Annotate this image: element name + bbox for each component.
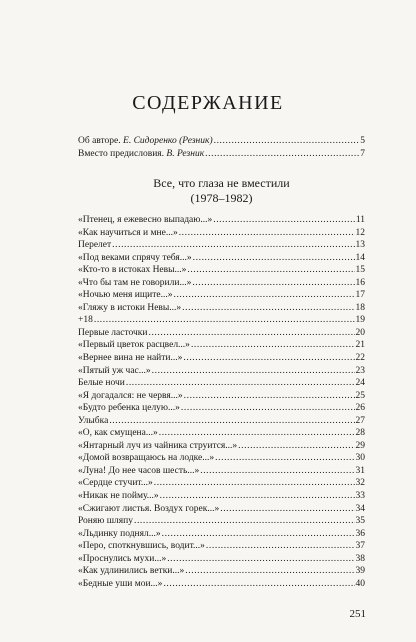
entry-page: 13 — [355, 240, 365, 251]
dot-leader — [173, 289, 354, 302]
toc-entry — [78, 277, 365, 290]
entry-author: В. Резник — [166, 148, 205, 159]
toc-entry — [78, 352, 365, 365]
entry-page: 25 — [355, 390, 365, 401]
dot-leader — [184, 390, 355, 403]
entry-page: 11 — [355, 215, 365, 225]
toc-entry — [78, 440, 365, 453]
entry-page: 39 — [355, 566, 365, 577]
entry-page: 31 — [355, 465, 365, 476]
dot-leader — [185, 565, 354, 578]
toc-entry — [78, 377, 365, 390]
entry-title: «Сердце стучит...» — [78, 478, 153, 489]
entry-title: +18 — [78, 315, 93, 326]
entry-page: 19 — [355, 315, 365, 326]
entry-title: «Пятый уж час...» — [78, 365, 151, 376]
intro-entries — [78, 135, 365, 160]
toc-entry — [78, 302, 365, 315]
entry-page: 21 — [355, 340, 365, 351]
entry-title: Вместо предисловия. В. Резник — [78, 148, 205, 159]
entry-page: 34 — [355, 503, 365, 514]
entry-title: «Никак не пойму...» — [78, 491, 159, 502]
toc-entry — [78, 503, 365, 516]
dot-leader — [94, 314, 355, 327]
dot-leader — [152, 365, 355, 378]
entry-page: 28 — [355, 428, 365, 439]
entry-page: 18 — [355, 302, 365, 313]
toc-entry — [78, 327, 365, 340]
dot-leader — [183, 352, 354, 365]
entry-title: «Что бы там не говорили...» — [78, 277, 192, 288]
entry-page: 20 — [355, 327, 365, 338]
dot-leader — [205, 148, 359, 161]
section-years: (1978–1982) — [190, 191, 253, 205]
page-title: СОДЕРЖАНИЕ — [132, 92, 284, 114]
entry-title: «Янтарный луч из чайника струится...» — [78, 440, 238, 451]
entry-title: «Домой возвращаюсь на лодке...» — [78, 453, 215, 464]
entry-title: «Кто-то в истоках Невы...» — [78, 265, 187, 276]
entry-page: 35 — [355, 516, 365, 527]
dot-leader — [181, 402, 355, 415]
toc-entry — [78, 264, 365, 277]
toc-entry — [78, 135, 365, 148]
entry-page: 17 — [355, 290, 365, 301]
dot-leader — [238, 440, 354, 453]
toc-entry — [78, 239, 365, 252]
section-title: Все, что глаза не вместили — [153, 176, 290, 190]
entry-title: «Будто ребенка целую...» — [78, 403, 180, 414]
entry-title: Белые ночи — [78, 378, 125, 389]
entry-title: «Я догадался: не червя...» — [78, 390, 183, 401]
entry-title: «Первый цветок расцвел...» — [78, 340, 190, 351]
entry-title: «Под веками спрячу тебя...» — [78, 252, 192, 263]
toc-entry — [78, 252, 365, 265]
dot-leader — [162, 528, 355, 541]
toc-entry — [78, 452, 365, 465]
entry-title: «Как научиться и мне...» — [78, 227, 178, 238]
entry-title: «Ночью меня ищите...» — [78, 290, 173, 301]
dot-leader — [192, 277, 354, 290]
entry-page: 16 — [355, 277, 365, 288]
entry-page: 22 — [355, 353, 365, 364]
toc-entry — [78, 528, 365, 541]
entry-page: 38 — [355, 553, 365, 564]
entry-page: 23 — [355, 365, 365, 376]
dot-leader — [167, 553, 354, 566]
toc-entry — [78, 402, 365, 415]
entry-page: 40 — [355, 578, 365, 589]
entry-page: 29 — [355, 440, 365, 451]
entry-title: «Проснулись мухи...» — [78, 553, 167, 564]
entry-title: «Бедные уши мои...» — [78, 578, 163, 589]
toc-entry — [78, 148, 365, 161]
dot-leader — [109, 415, 354, 428]
dot-leader — [206, 540, 355, 553]
dot-leader — [200, 465, 354, 478]
entry-title: «Как удлинились ветки...» — [78, 566, 185, 577]
dot-leader — [160, 490, 355, 503]
dot-leader — [182, 302, 354, 315]
dot-leader — [159, 427, 355, 440]
dot-leader — [154, 477, 355, 490]
section-heading — [78, 176, 365, 206]
dot-leader — [179, 227, 355, 240]
toc-entry — [78, 314, 365, 327]
dot-leader — [163, 578, 354, 591]
dot-leader — [134, 515, 355, 528]
dot-leader — [215, 452, 354, 465]
entry-title: Роняю шляпу — [78, 516, 133, 527]
entry-page: 33 — [355, 491, 365, 502]
toc-entry — [78, 540, 365, 553]
entry-page: 36 — [355, 528, 365, 539]
entry-page: 30 — [355, 453, 365, 464]
dot-leader — [126, 377, 355, 390]
entry-page: 32 — [355, 478, 365, 489]
toc-entry — [78, 427, 365, 440]
entry-page: 5 — [360, 136, 365, 146]
entry-title: Перелет — [78, 240, 112, 251]
dot-leader — [214, 135, 360, 148]
toc-list — [78, 214, 365, 590]
toc-entry — [78, 289, 365, 302]
entry-page: 12 — [355, 227, 365, 238]
toc-entry — [78, 565, 365, 578]
entry-title: «Гляжу в истоки Невы...» — [78, 302, 182, 313]
entry-title: «Перо, споткнувшись, водит...» — [78, 541, 205, 552]
dot-leader — [191, 339, 355, 352]
entry-title: Первые ласточки — [78, 327, 148, 338]
dot-leader — [148, 327, 354, 340]
toc-entry — [78, 390, 365, 403]
toc-entry — [78, 227, 365, 240]
entry-page: 14 — [355, 252, 365, 263]
toc-entry — [78, 553, 365, 566]
entry-title: «О, как смущена...» — [78, 428, 158, 439]
toc-entry — [78, 477, 365, 490]
page-number: 251 — [349, 608, 366, 620]
toc-entry — [78, 515, 365, 528]
entry-page: 26 — [355, 403, 365, 414]
entry-author: Е. Сидоренко (Резник) — [123, 136, 213, 146]
dot-leader — [213, 214, 355, 227]
entry-page: 24 — [355, 378, 365, 389]
entry-title: «Сжигают листья. Воздух горек...» — [78, 503, 220, 514]
toc-entry — [78, 578, 365, 591]
toc-entry — [78, 365, 365, 378]
dot-leader — [112, 239, 354, 252]
entry-page: 7 — [360, 148, 365, 159]
dot-leader — [187, 264, 354, 277]
toc-entry — [78, 490, 365, 503]
entry-title: «Луна! До нее часов шесть...» — [78, 465, 200, 476]
toc-entry — [78, 465, 365, 478]
entry-title: «Вернее вина не найти...» — [78, 353, 183, 364]
toc-entry — [78, 415, 365, 428]
toc-entry — [78, 339, 365, 352]
toc-entry — [78, 214, 365, 227]
entry-title: «Птенец, я ежевесно выпадаю...» — [78, 215, 213, 225]
dot-leader — [220, 503, 354, 516]
entry-title: Об авторе. Е. Сидоренко (Резник) — [78, 136, 213, 146]
entry-page: 37 — [355, 541, 365, 552]
entry-page: 15 — [355, 265, 365, 276]
entry-title: «Льдинку поднял...» — [78, 528, 161, 539]
entry-page: 27 — [355, 415, 365, 426]
dot-leader — [193, 252, 355, 265]
entry-title: Улыбка — [78, 415, 109, 426]
